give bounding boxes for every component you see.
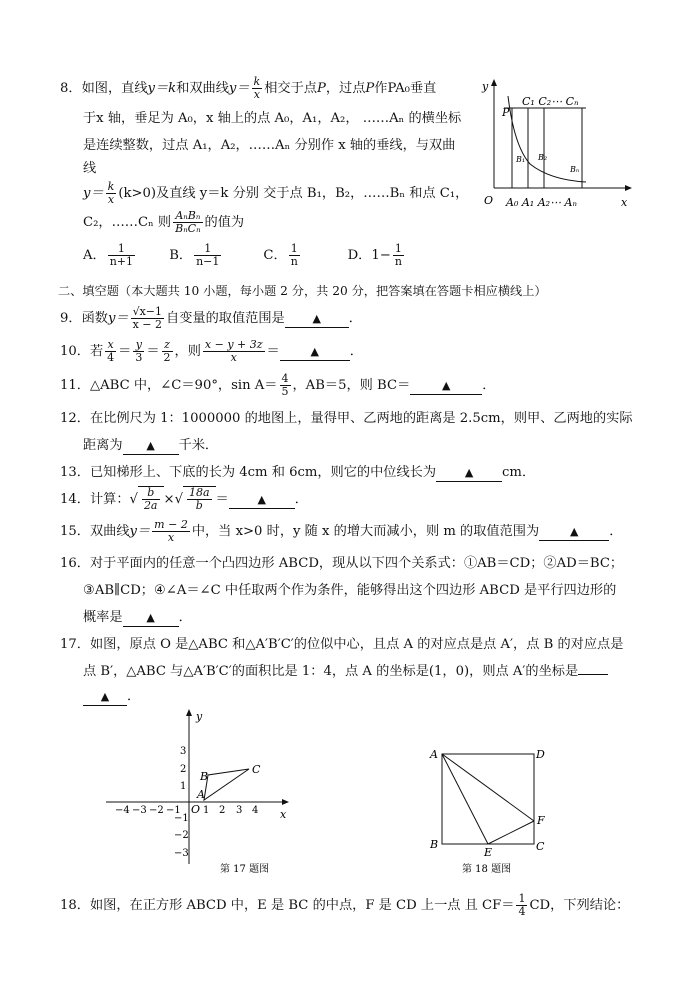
q17-answer-blank-part2[interactable]: ▲ bbox=[83, 689, 127, 706]
fig18-line-ae bbox=[442, 754, 488, 844]
q16-line-2: ③AB∥CD；④∠A＝∠C 中任取两个作为条件，能够得出这个四边形 ABCD 是平行四边形的 bbox=[83, 583, 617, 598]
q11-answer-blank[interactable]: ▲ bbox=[410, 378, 482, 395]
question-9: 9．函数y＝ $\frac{√x-1}{x - 2}$ 自变量的取值范围是 ▲ ． bbox=[60, 305, 362, 331]
q13-answer-blank[interactable]: ▲ bbox=[436, 465, 502, 482]
fig17-xtick: −2 bbox=[149, 805, 164, 816]
fig17-label-y: y bbox=[196, 710, 203, 723]
q8-fraction-k-over-x-2: $\frac{k}{x}$ bbox=[107, 180, 115, 206]
question-10: 10．若 $\frac{x}{4}$ ＝ $\frac{y}{3}$ ＝ $\frac{z}{2}$ ，则 $\frac{x - y + 3z}{x}$ ＝ ▲ ． bbox=[60, 338, 363, 364]
q9-fraction: $\frac{√x-1}{x - 2}$ bbox=[132, 305, 163, 331]
question-14: 14．计算：√ $\frac{b}{2a}$ ×√ $\frac{18a}{b}$ ＝ ▲ ． bbox=[60, 486, 308, 512]
fig17-xtick: −4 bbox=[115, 805, 130, 816]
figure-18 bbox=[426, 744, 566, 876]
q15-answer-blank[interactable]: ▲ bbox=[539, 524, 609, 541]
q17-line-1: 17．如图，原点 O 是△ABC 和△A′B′C′的位似中心，且点 A 的对应点是点 A′，点 B 的对应点是 bbox=[60, 637, 624, 652]
q12-line-2: 距离为 ▲ 千米． bbox=[83, 438, 219, 453]
fig18-square-abcd bbox=[442, 754, 534, 844]
question-15: 15．双曲线y＝ $\frac{m - 2}{x}$ 中，当 x>0 时，y 随 x 的增大而减小，则 m 的取值范围为 ▲ ． bbox=[60, 518, 623, 544]
fig17-ytick: −3 bbox=[174, 848, 189, 859]
fig17-xtick: 1 bbox=[203, 805, 210, 816]
fig8-label-y: y bbox=[482, 80, 489, 93]
q8-options bbox=[83, 243, 423, 269]
q17-line-3: ▲ ． bbox=[83, 684, 140, 710]
q17-line-2: 点 B′，△ABC 与△A′B′C′的面积比是 1：4，点 A 的坐标是(1，0)，则点 A′的坐标是 bbox=[83, 659, 608, 685]
q8-line-6: C₂，……Cₙ 则 $\frac{\text{AₙBₙ}}{\text{BₙCₙ}}$ 的值为 bbox=[83, 209, 245, 235]
fig17-ytick: 1 bbox=[180, 781, 187, 792]
q8-option-d[interactable]: D．1− $\frac{1}{n}$ bbox=[347, 242, 402, 268]
q8-line-5: y＝ $\frac{k}{x}$ (k>0)及直线 y＝k 分别 交于点 B₁，B₂，……Bₙ 和点 C₁， bbox=[83, 180, 469, 206]
question-11: 11．△ABC 中，∠C＝90°，sin A＝ $\frac{4}{5}$ ，AB＝5，则 BC＝ ▲ ． bbox=[60, 372, 496, 398]
question-18: 18．如图，在正方形 ABCD 中，E 是 BC 的中点，F 是 CD 上一点 且 CF＝ $\frac{1}{4}$ CD，下列结论： bbox=[60, 892, 630, 918]
fig8-label-x: x bbox=[621, 196, 628, 209]
fig18-line-af bbox=[442, 754, 534, 821]
fig17-label-b: B bbox=[200, 770, 209, 783]
q8-line-1: 8．如图，直线y＝k和双曲线y＝ $\frac{k}{x}$ 相交于点P，过点P作PA₀垂直 bbox=[60, 75, 437, 101]
q8-line-2: 于x 轴，垂足为 A₀，x 轴上的点 A₀，A₁，A₂， ……Aₙ 的横坐标 bbox=[83, 111, 462, 126]
q8-fraction-k-over-x: $\frac{k}{x}$ bbox=[253, 75, 261, 101]
q12-line-1: 12．在比例尺为 1：1000000 的地图上，量得甲、乙两地的距离是 2.5cm，则甲、乙两地的实际 bbox=[60, 411, 633, 426]
question-13: 13．已知梯形上、下底的长为 4cm 和 6cm，则它的中位线长为 ▲ cm． bbox=[60, 465, 536, 480]
fig17-label-c: C bbox=[252, 763, 261, 776]
fig18-label-b: B bbox=[430, 838, 439, 851]
q9-answer-blank[interactable]: ▲ bbox=[285, 311, 349, 328]
fig18-label-c: C bbox=[536, 840, 545, 853]
fig17-xtick: 2 bbox=[219, 805, 226, 816]
q16-line-1: 16．对于平面内的任意一个凸四边形 ABCD，现从以下四个关系式：①AB＝CD；②AD＝BC； bbox=[60, 556, 624, 571]
q17-answer-blank-part1[interactable] bbox=[578, 674, 608, 675]
fig18-label-e: E bbox=[484, 846, 493, 859]
q12-answer-blank[interactable]: ▲ bbox=[123, 438, 179, 455]
q14-answer-blank[interactable]: ▲ bbox=[229, 492, 295, 509]
q16-answer-blank[interactable]: ▲ bbox=[123, 610, 179, 627]
q8-option-b[interactable]: B． $\frac{1}{n-1}$ bbox=[169, 242, 220, 268]
q10-answer-blank[interactable]: ▲ bbox=[280, 344, 350, 361]
fig17-xtick: −1 bbox=[166, 805, 181, 816]
fig17-triangle-abc bbox=[204, 769, 249, 800]
fig17-xtick: 4 bbox=[252, 805, 259, 816]
fig17-ytick: 2 bbox=[180, 764, 187, 775]
q16-line-3: 概率是 ▲ ． bbox=[83, 610, 192, 625]
fig18-caption: 第 18 题图 bbox=[462, 864, 512, 875]
fig18-label-f: F bbox=[537, 814, 545, 827]
section-2-heading: 二、填空题（本大题共 10 小题，每小题 2 分，共 20 分，把答案填在答题卡相应横线上） bbox=[58, 284, 547, 298]
fig17-label-o: O bbox=[191, 803, 201, 816]
figure-8 bbox=[478, 76, 638, 212]
fig17-caption: 第 17 题图 bbox=[220, 864, 270, 875]
fig17-label-x: x bbox=[280, 808, 287, 821]
fig8-label-a: A₀ A₁ A₂⋯ Aₙ bbox=[506, 196, 577, 209]
fig17-ytick: 3 bbox=[180, 746, 187, 757]
fig8-label-o: O bbox=[484, 194, 494, 207]
fig8-label-b1: B₁ bbox=[516, 155, 526, 164]
fig8-label-p: P bbox=[502, 106, 510, 119]
fig17-xtick: 3 bbox=[236, 805, 243, 816]
figure-17 bbox=[100, 706, 300, 878]
fig17-xtick: −3 bbox=[132, 805, 147, 816]
q8-ratio-fraction: $\frac{\text{AₙBₙ}}{\text{BₙCₙ}}$ bbox=[175, 209, 201, 235]
q8-line-4: 线 bbox=[83, 161, 97, 176]
q8-option-c[interactable]: C． $\frac{1}{n}$ bbox=[263, 242, 298, 268]
fig17-ytick: −1 bbox=[174, 813, 189, 824]
fig18-label-d: D bbox=[536, 748, 545, 761]
fig18-label-a: A bbox=[430, 748, 438, 761]
fig8-label-c: C₁ C₂⋯ Cₙ bbox=[522, 95, 579, 108]
fig8-label-bn: Bₙ bbox=[570, 165, 580, 174]
q8-option-a[interactable]: A． $\frac{1}{n+1}$ bbox=[83, 242, 134, 268]
q8-line-3: 是连续整数，过点 A₁，A₂，……Aₙ 分别作 x 轴的垂线，与双曲 bbox=[83, 138, 456, 153]
fig8-label-b2: B₂ bbox=[538, 153, 548, 162]
fig18-line-ef bbox=[488, 821, 534, 844]
fig17-ytick: −2 bbox=[174, 830, 189, 841]
fig17-label-a: A bbox=[197, 788, 205, 801]
